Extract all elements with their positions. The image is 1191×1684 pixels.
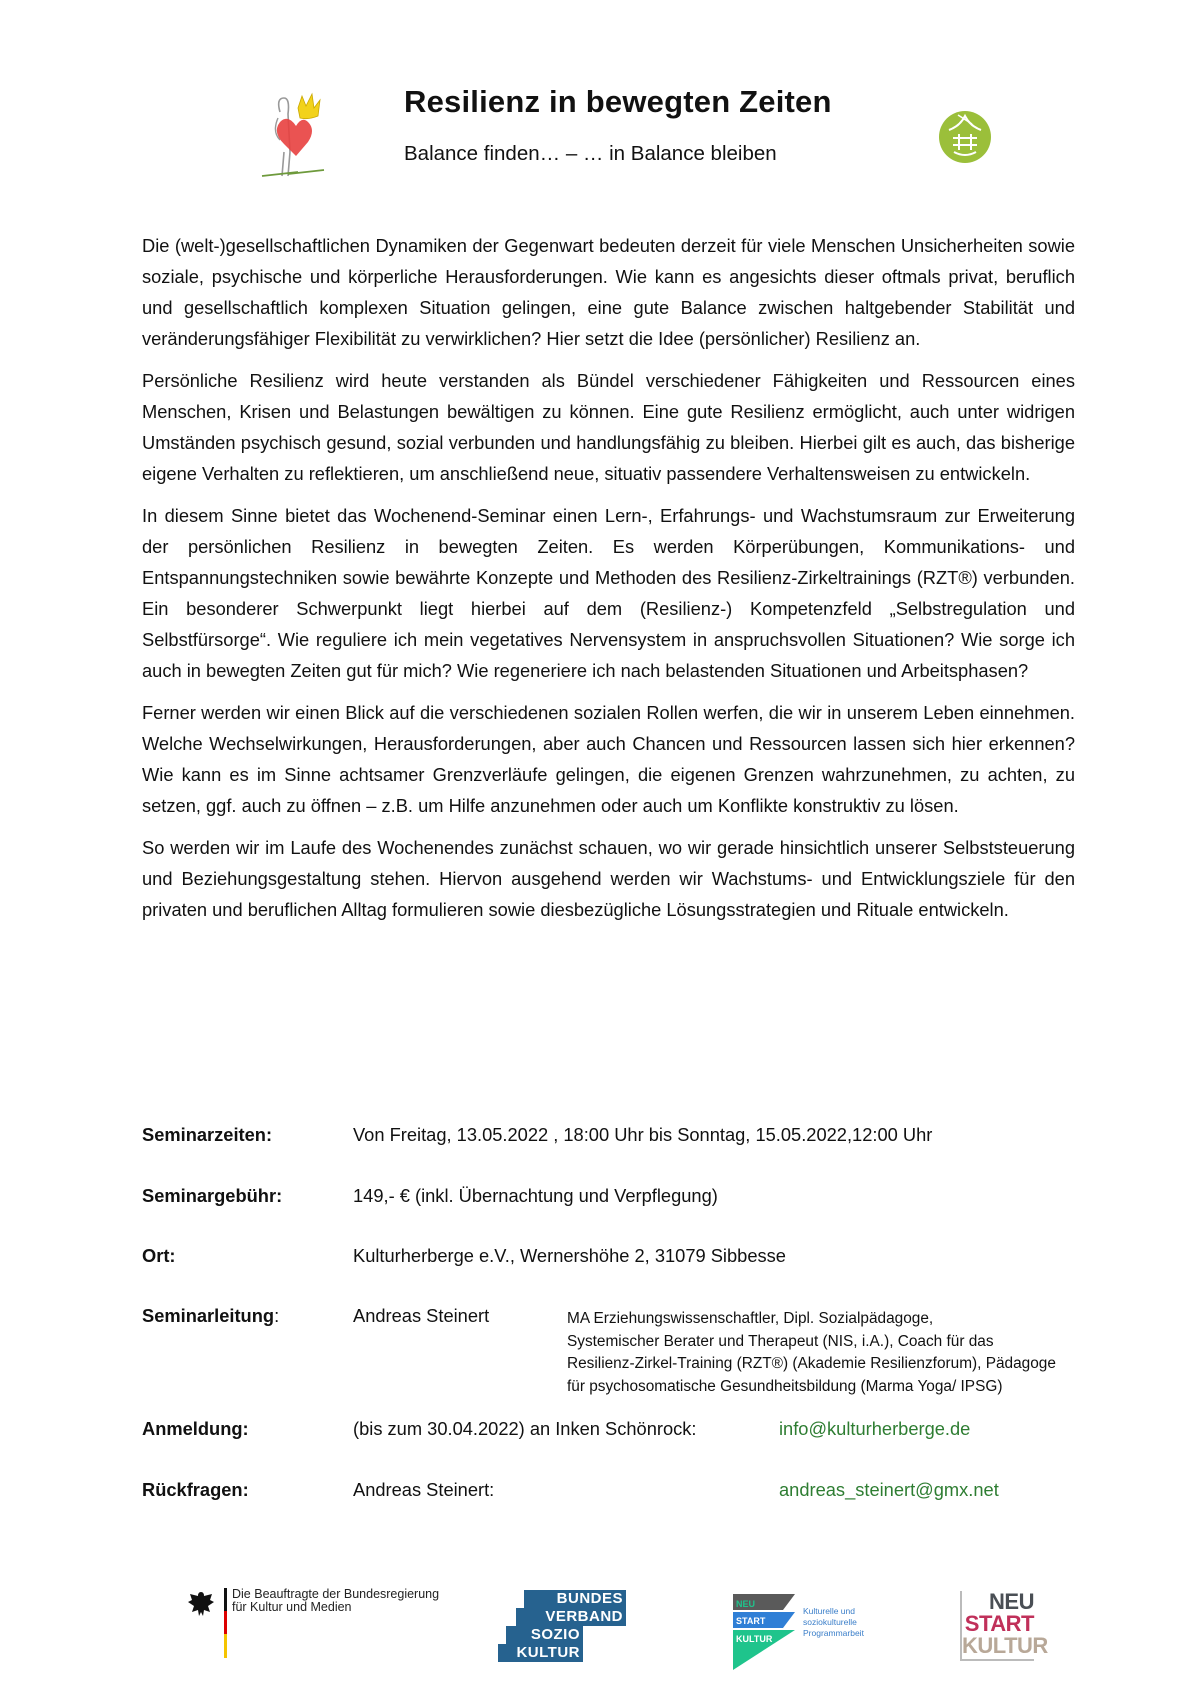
stick-figure-heart-logo: [258, 92, 340, 184]
fee-value: 149,- € (inkl. Übernachtung und Verpflegung): [353, 1185, 718, 1206]
svg-text:NEU: NEU: [736, 1599, 756, 1609]
paragraph-seminar-content: In diesem Sinne bietet das Wochenend-Seminar einen Lern-, Erfahrungs- und Wachstumsraum zur Erweiterung der persönlichen Resilienz in bewegten Zeiten. Es werden Körperübungen, Kommunikations- und Entspannungstechniken sowie bewährte Konzepte und Methoden des Resilienz-Zirkeltrainings (RZT®) verbunden. Ein besonderer Schwerpunkt liegt hierbei auf dem (Resilienz-) Kompetenzfeld „Selbstregulation und Selbstfürsorge“. Wie reguliere ich mein vegetatives Nervensystem in anspruchsvollen Situationen? Wie sorge ich auch in bewegten Zeiten gut für mich? Wie regeneriere ich nach belastenden Situationen und Arbeitsphasen?: [142, 505, 1075, 681]
lead-description-line: Resilienz-Zirkel-Training (RZT®) (Akademie Resilienzforum), Pädagoge: [567, 1355, 1056, 1372]
svg-text:START: START: [736, 1616, 766, 1626]
fee-label: Seminargebühr:: [142, 1185, 283, 1206]
neustart-programm-text: [803, 1606, 864, 1639]
lead-description-line: für psychosomatische Gesundheitsbildung (Marma Yoga/ IPSG): [567, 1377, 1003, 1395]
nsk1-line: Kulturelle und: [803, 1606, 855, 1616]
bkm-logo: [186, 1587, 440, 1670]
questions-label: Rückfragen:: [142, 1479, 249, 1500]
nsk1-line: soziokulturelle: [803, 1617, 857, 1627]
bvsk-line: KULTUR: [498, 1644, 583, 1662]
description-body: [142, 230, 1075, 936]
paragraph-resilience-definition: Persönliche Resilienz wird heute verstanden als Bündel verschiedener Fähigkeiten und Ressourcen eines Menschen, Krisen und Belastungen bewältigen zu können. Eine gute Resilienz ermöglicht, auch unter widrigen Umständen psychisch gesund, sozial verbunden und handlungsfähig zu bleiben. Hierbei gilt es auch, das bisherige eigene Verhalten zu reflektieren, um anschließend neue, situativ passendere Verhaltensweisen zu entwickeln.: [142, 370, 1075, 484]
paragraph-social-roles: Ferner werden wir einen Blick auf die verschiedenen sozialen Rollen werfen, die wir in unserem Leben einnehmen. Welche Wechselwirkungen, Herausforderungen, aber auch Chancen und Ressourcen lassen sich hier erkennen? Wie kann es im Sinne achtsamer Grenzverläufe gelingen, die eigenen Grenzen wahrzunehmen, zu achten, zu setzen, ggf. auch zu öffnen – z.B. um Hilfe anzunehmen oder auch um Konflikte konstruktiv zu lösen.: [142, 702, 1075, 816]
registration-value: (bis zum 30.04.2022) an Inken Schönrock:: [353, 1418, 697, 1439]
kulturherberge-logo: [938, 110, 992, 164]
neustart-kultur-logo: [960, 1589, 1048, 1661]
location-value: Kulturherberge e.V., Wernershöhe 2, 31079 Sibbesse: [353, 1245, 786, 1266]
paragraph-intro: Die (welt-)gesellschaftlichen Dynamiken der Gegenwart bedeuten derzeit für viele Menschen Unsicherheiten sowie soziale, psychische und körperliche Herausforderungen. Wie kann es angesichts dieser oftmals privat, beruflich und gesellschaftlich komplexen Situation gelingen, eine gute Balance zwischen haltgebender Stabilität und veränderungsfähiger Flexibilität zu verwirklichen? Hier setzt die Idee (persönlicher) Resilienz an.: [142, 235, 1075, 349]
bvsk-line: VERBAND: [516, 1608, 626, 1626]
bvsk-line: BUNDES: [524, 1590, 626, 1608]
bvsk-line: SOZIO: [506, 1626, 583, 1644]
lead-label-colon: :: [274, 1305, 280, 1326]
lead-description-line: MA Erziehungswissenschaftler, Dipl. Sozialpädagoge,: [567, 1310, 934, 1327]
location-label: Ort:: [142, 1245, 176, 1266]
questions-value: Andreas Steinert:: [353, 1479, 495, 1500]
bkm-line1: Die Beauftragte der Bundesregierung: [232, 1587, 440, 1601]
nsk1-line: Programmarbeit: [803, 1628, 864, 1638]
registration-label: Anmeldung:: [142, 1418, 249, 1439]
bkm-line2: für Kultur und Medien: [232, 1600, 352, 1614]
times-value: Von Freitag, 13.05.2022 , 18:00 Uhr bis Sonntag, 15.05.2022,12:00 Uhr: [353, 1124, 933, 1145]
neustart-programm-logo: [733, 1590, 873, 1672]
lead-description-line: Systemischer Berater und Therapeut (NIS, i.A.), Coach für das: [567, 1332, 994, 1350]
questions-email-link[interactable]: andreas_steinert@gmx.net: [779, 1479, 999, 1500]
lead-value: Andreas Steinert: [353, 1305, 490, 1326]
lead-label: [142, 1305, 279, 1327]
nsk2-neu: NEU: [989, 1589, 1034, 1614]
nsk2-start: START: [964, 1611, 1034, 1636]
times-label: Seminarzeiten:: [142, 1124, 273, 1145]
registration-email-link[interactable]: info@kulturherberge.de: [779, 1418, 971, 1439]
german-flag-bar: [224, 1588, 227, 1658]
paragraph-goals: So werden wir im Laufe des Wochenendes zunächst schauen, wo wir gerade hinsichtlich unserer Selbststeuerung und Beziehungsgestaltung stehen. Hiervon ausgehend werden wir Wachstums- und Entwicklungsziele für den privaten und beruflichen Alltag formulieren sowie diesbezügliche Lösungsstrategien und Rituale entwickeln.: [142, 837, 1075, 920]
page-title: Resilienz in bewegten Zeiten: [404, 84, 832, 119]
lead-label-text: Seminarleitung: [142, 1305, 275, 1326]
bundesverband-soziokultur-logo: [498, 1590, 626, 1662]
federal-eagle-icon: [186, 1590, 216, 1618]
page-subtitle: Balance finden… – … in Balance bleiben: [404, 142, 777, 165]
svg-text:KULTUR: KULTUR: [736, 1634, 773, 1644]
nsk2-kultur: KULTUR: [962, 1633, 1048, 1658]
lead-description: [567, 1308, 1087, 1398]
bkm-text: [232, 1588, 439, 1614]
